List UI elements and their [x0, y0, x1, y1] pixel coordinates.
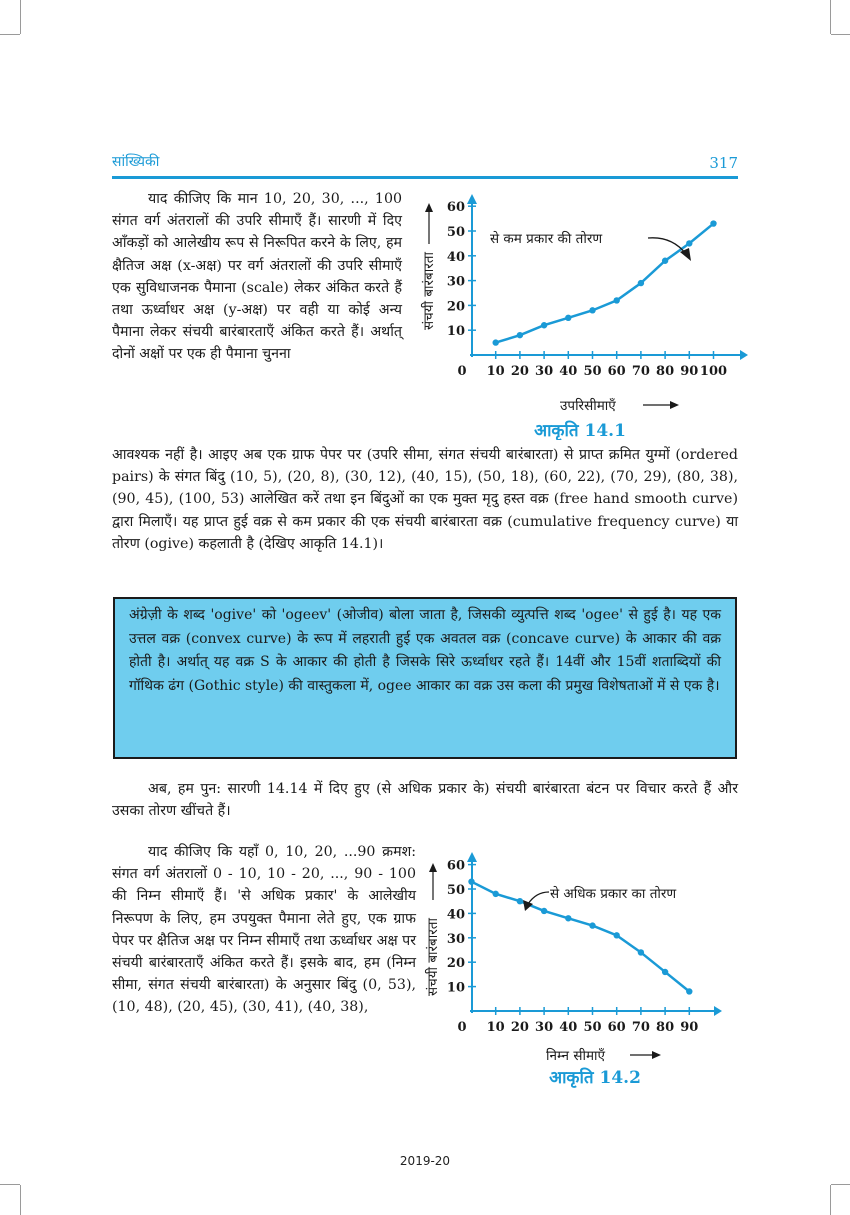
y-axis-label: संचयी बारंबारता [425, 918, 441, 996]
x-tick-label: 0 [457, 1020, 467, 1035]
x-tick-label: 40 [559, 1020, 578, 1035]
x-axis-arrow [740, 350, 748, 360]
y-tick-label: 30 [446, 931, 465, 947]
y-tick-label: 10 [446, 324, 465, 340]
y-tick-label: 20 [446, 956, 465, 972]
x-tick-label: 10 [486, 364, 505, 379]
data-point [541, 908, 547, 914]
crop-mark [0, 1184, 20, 1185]
x-tick-label: 20 [510, 1020, 529, 1035]
y-tick-label: 60 [446, 200, 465, 216]
header-rule [112, 176, 738, 179]
data-point [686, 988, 692, 994]
y-label-arrowhead [429, 863, 437, 872]
figure-caption: आकृति 14.2 [549, 1068, 641, 1088]
data-point [589, 922, 595, 928]
figure-14-2-chart [418, 850, 743, 1095]
data-point [565, 915, 571, 921]
x-tick-label: 50 [583, 1020, 602, 1035]
ogive-note-box [113, 597, 737, 759]
crop-mark [831, 34, 850, 35]
data-point [493, 891, 499, 897]
y-tick-label: 50 [446, 883, 465, 898]
x-tick-label: 90 [680, 1020, 699, 1035]
page-number: 317 [709, 154, 738, 172]
y-tick-label: 40 [446, 907, 465, 923]
data-point [638, 949, 644, 955]
crop-mark [830, 0, 831, 34]
annotation-arrow [648, 238, 686, 254]
data-point [468, 878, 474, 884]
y-axis-arrow [467, 194, 477, 204]
chart-annotation: से अधिक प्रकार का तोरण [550, 886, 677, 902]
data-point [710, 220, 716, 226]
x-tick-label: 20 [510, 364, 529, 379]
y-tick-label: 30 [446, 274, 465, 290]
x-tick-label: 70 [631, 364, 650, 379]
y-tick-label: 50 [446, 225, 465, 240]
data-point [662, 258, 668, 264]
data-point [565, 315, 571, 321]
x-axis-label: उपरिसीमाएँ [560, 398, 616, 414]
annotation-arrow [528, 892, 549, 904]
x-tick-label: 30 [535, 1020, 554, 1035]
y-label-arrowhead [425, 203, 433, 212]
crop-mark [831, 1184, 850, 1185]
chart-annotation: से कम प्रकार की तोरण [490, 231, 603, 247]
x-tick-label: 80 [656, 1020, 675, 1035]
x-tick-label: 10 [486, 1020, 505, 1035]
data-point [686, 240, 692, 246]
x-tick-label: 70 [631, 1020, 650, 1035]
data-point [614, 297, 620, 303]
data-point [662, 969, 668, 975]
section-title: सांख्यिकी [112, 154, 160, 170]
x-axis-label: निम्न सीमाएँ [546, 1048, 605, 1064]
paragraph-ogive-definition: आवश्यक नहीं है। आइए अब एक ग्राफ पेपर पर (उपरि सीमा, संगत संचयी बारंबारता) से प्राप्त क्रमित युग्मों (ordered pairs) के संगत बिंदु (10, 5), (20, 8), (30, 12), (40, 15), (50, 18), (60, 22), (70, 29), (80, 38), (90, 45), (100, 53) आलेखित करें तथा इन बिंदुओं का एक मुक्त मृदु हस्त वक्र (free hand smooth curve) द्वारा मिलाएँ। यह प्राप्त हुई वक्र से कम प्रकार की एक संचयी बारंबारता वक्र (cumulative frequency curve) या तोरण (ogive) कहलाती है (देखिए आकृति 14.1)। [112, 447, 738, 552]
x-label-arrowhead [652, 1051, 661, 1059]
crop-mark [830, 1185, 831, 1215]
y-tick-label: 60 [446, 858, 465, 874]
x-tick-label: 0 [457, 364, 467, 379]
x-tick-label: 40 [559, 364, 578, 379]
crop-mark [0, 34, 20, 35]
data-point [517, 332, 523, 338]
x-tick-label: 90 [680, 364, 699, 379]
y-tick-label: 10 [446, 980, 465, 996]
x-tick-label: 60 [607, 364, 626, 379]
y-axis-arrow [467, 852, 477, 862]
footer-year: 2019-20 [399, 1154, 451, 1168]
x-tick-label: 100 [699, 364, 728, 379]
x-axis-arrow [714, 1006, 722, 1016]
y-axis-label: संचयी बारंबारता [421, 252, 437, 330]
paragraph-lower-limits: याद कीजिए कि यहाँ 0, 10, 20, ...90 क्रमश: संगत वर्ग अंतरालों 0 - 10, 10 - 20, ..., 90 - 100 की निम्न सीमाएँ हैं। 'से अधिक प्रकार' के आलेखीय निरूपण के लिए, हम उपयुक्त पैमाना लेते हुए, एक ग्राफ पेपर पर क्षैतिज अक्ष पर निम्न सीमाएँ तथा ऊर्ध्वाधर अक्ष पर संचयी बारंबारताएँ अंकित करते हैं। इसके बाद, हम (निम्न सीमा, संगत संचयी बारंबारता) के अनुसार बिंदु (0, 53), (10, 48), (20, 45), (30, 41), (40, 38), [112, 844, 416, 1016]
data-point [589, 307, 595, 313]
y-tick-label: 40 [446, 249, 465, 265]
data-point [614, 932, 620, 938]
x-tick-label: 80 [656, 364, 675, 379]
x-tick-label: 50 [583, 364, 602, 379]
x-tick-label: 30 [535, 364, 554, 379]
paragraph-upper-limits: याद कीजिए कि मान 10, 20, 30, ..., 100 संगत वर्ग अंतरालों की उपरि सीमाएँ हैं। सारणी में दिए आँकड़ों को आलेखीय रूप से निरूपित करने के लिए, हम क्षैतिज अक्ष (x-अक्ष) पर वर्ग अंतरालों की उपरि सीमाएँ एक सुविधाजनक पैमाना (scale) लेकर अंकित करते हैं तथा ऊर्ध्वाधर अक्ष (y-अक्ष) पर वही या कोई अन्य पैमाना लेकर संचयी बारंबारताएँ अंकित करते हैं। अर्थात् दोनों अक्षों पर एक ही पैमाना चुनना [112, 191, 402, 363]
data-point [493, 339, 499, 345]
crop-mark [20, 1185, 21, 1215]
ogive-note-text: अंग्रेज़ी के शब्द 'ogive' को 'ogeev' (ओजीव) बोला जाता है, जिसकी व्युत्पत्ति शब्द 'ogee' से हुई है। यह एक उत्तल वक्र (convex curve) के रूप में लहराती हुई एक अवतल वक्र (concave curve) के आकार की वक्र होती है। अर्थात् यह वक्र S के आकार की होती है जिसके सिरे ऊर्ध्वाधर रहते हैं। 14वीं और 15वीं शताब्दियों की गॉथिक ढंग (Gothic style) की वास्तुकला में, ogee आकार का वक्र उस कला की प्रमुख विशेषताओं में से एक है। [129, 607, 721, 694]
figure-caption: आकृति 14.1 [534, 421, 626, 440]
x-tick-label: 60 [607, 1020, 626, 1035]
y-tick-label: 20 [446, 299, 465, 315]
x-label-arrowhead [670, 401, 679, 409]
figure-14-1-chart [410, 190, 750, 440]
data-point [638, 280, 644, 286]
data-point [517, 898, 523, 904]
crop-mark [20, 0, 21, 34]
paragraph-more-than-intro: अब, हम पुन: सारणी 14.14 में दिए हुए (से अधिक प्रकार के) संचयी बारंबारता बंटन पर विचार करते हैं और उसका तोरण खींचते हैं। [112, 781, 738, 820]
data-point [541, 322, 547, 328]
